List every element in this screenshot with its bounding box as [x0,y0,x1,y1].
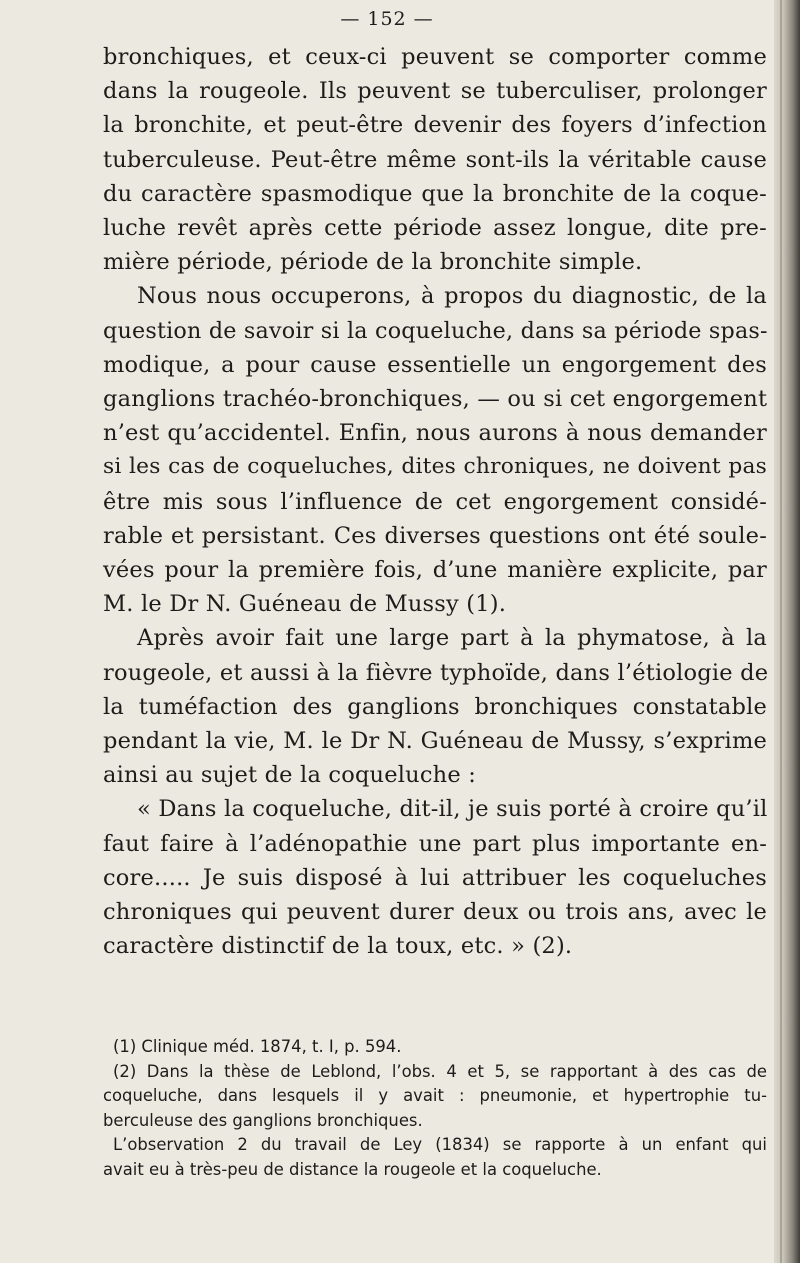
text-line: si les cas de coqueluches, dites chroniques, ne doivent pas [103,454,767,480]
footnote-line: coqueluche, dans lesquels il y avait : pneumonie, et hypertrophie tu- [103,1086,767,1106]
text-line: rougeole, et aussi à la fièvre typhoïde, dans l’étiologie de [103,659,769,686]
text-line: modique, a pour cause essentielle un engorgement des [103,351,767,378]
text-line: la tuméfaction des ganglions bronchiques constatable [103,693,767,720]
text-line: tuberculeuse. Peut-être même sont-ils la véritable cause [103,146,767,173]
footnotes [103,1035,767,1183]
footnote-line: L’observation 2 du travail de Ley (1834) se rapporte à un enfant qui [113,1135,767,1155]
footnote-line: avait eu à très-peu de distance la rougeole et la coqueluche. [103,1159,602,1179]
text-line: chroniques qui peuvent durer deux ou trois ans, avec le [103,899,767,926]
page-number: — 152 — [340,8,434,30]
text-line: ganglions trachéo-bronchiques, — ou si cet engorgement [103,386,768,413]
text-line: Après avoir fait une large part à la phymatose, à la [137,625,767,652]
text-line: être mis sous l’influence de cet engorgement considé- [103,488,767,515]
text-line: faut faire à l’adénopathie une part plus importante en- [103,830,767,857]
text-line: dans la rougeole. Ils peuvent se tuberculiser, prolonger [103,78,767,105]
footnote-line: (1) Clinique méd. 1874, t. I, p. 594. [113,1037,402,1056]
text-line: vées pour la première fois, d’une manière explicite, par [103,557,767,584]
text-line: caractère distinctif de la toux, etc. » (2). [103,933,573,960]
text-line: mière période, période de la bronchite simple. [103,249,643,276]
body-text [103,40,767,963]
text-line: bronchiques, et ceux-ci peuvent se comporter comme [103,44,767,70]
text-line: Nous nous occuperons, à propos du diagnostic, de la [137,283,767,310]
text-line: question de savoir si la coqueluche, dans sa période spas- [103,317,768,344]
text-line: ainsi au sujet de la coqueluche : [103,762,476,789]
text-line: la bronchite, et peut-être devenir des foyers d’infection [103,112,767,139]
page-binding-edge [774,0,800,1263]
footnote-line: (2) Dans la thèse de Leblond, l’obs. 4 et 5, se rapportant à des cas de [113,1061,767,1081]
footnote-line: berculeuse des ganglions bronchiques. [103,1110,423,1130]
text-line: n’est qu’accidentel. Enfin, nous aurons à nous demander [103,420,767,447]
text-line: luche revêt après cette période assez longue, dite pre- [103,215,767,242]
text-line: core..... Je suis disposé à lui attribuer les coqueluches [103,864,767,891]
text-line: rable et persistant. Ces diverses questions ont été soule- [103,522,767,549]
text-line: M. le Dr N. Guéneau de Mussy (1). [103,591,507,618]
text-line: « Dans la coqueluche, dit-il, je suis porté à croire qu’il [137,796,768,823]
text-line: du caractère spasmodique que la bronchite de la coque- [103,180,767,207]
text-line: pendant la vie, M. le Dr N. Guéneau de Mussy, s’exprime [103,728,767,755]
